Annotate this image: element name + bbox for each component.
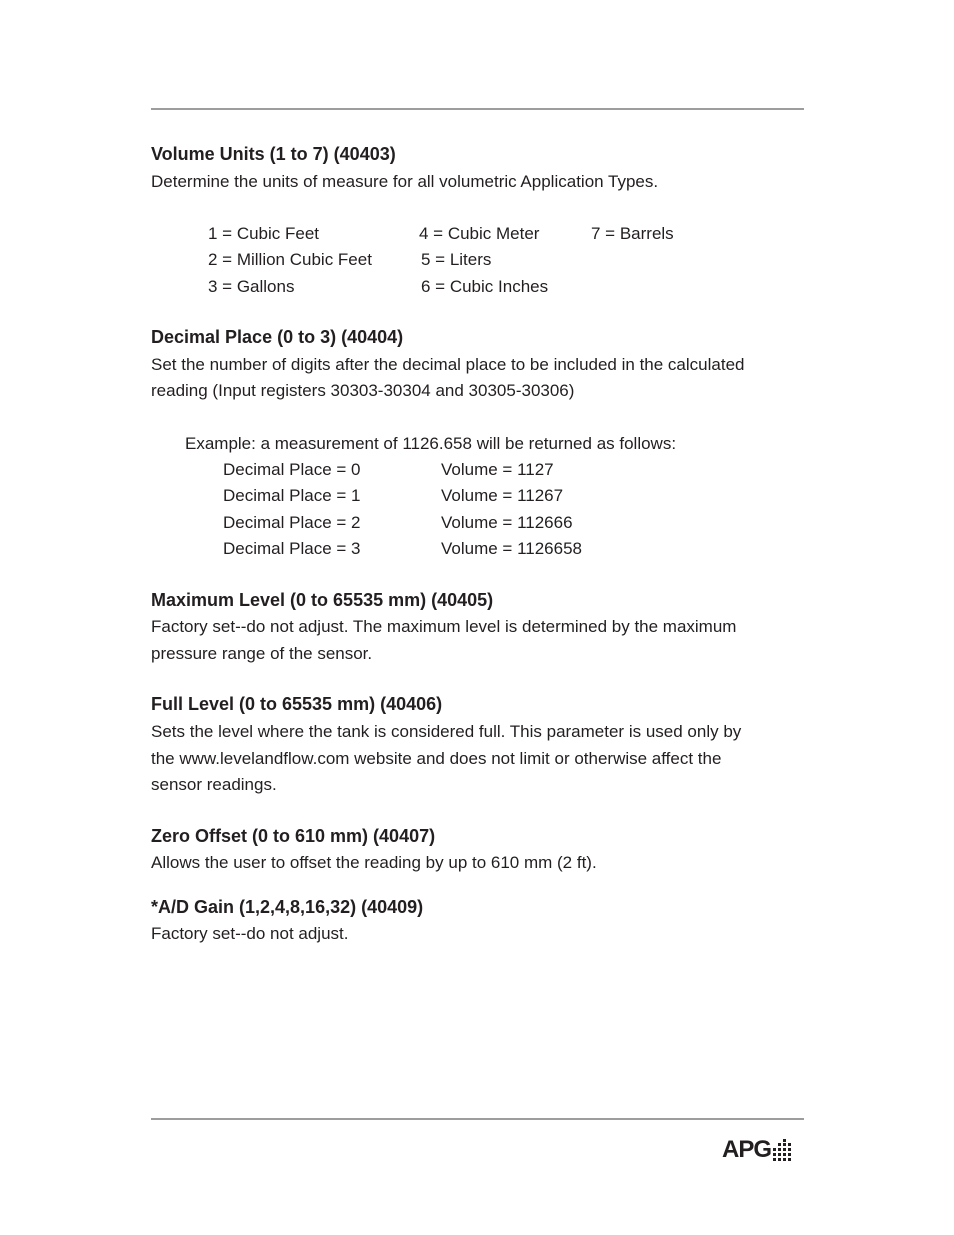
volume-units-heading: Volume Units (1 to 7) (40403)	[151, 144, 396, 164]
logo-mark-icon	[772, 1139, 794, 1161]
example-decimal: Decimal Place = 3	[223, 539, 361, 558]
full-level-description-line: sensor readings.	[151, 775, 277, 794]
example-decimal: Decimal Place = 2	[223, 513, 361, 532]
volume-units-description: Determine the units of measure for all volumetric Application Types.	[151, 172, 659, 191]
maximum-level-description-line: Factory set--do not adjust. The maximum level is determined by the maximum	[151, 617, 737, 636]
example-volume: Volume = 112666	[441, 513, 573, 532]
example-decimal: Decimal Place = 1	[223, 486, 361, 505]
unit-option: 1 = Cubic Feet	[208, 224, 320, 243]
zero-offset-description: Allows the user to offset the reading by up to 610 mm (2 ft).	[151, 853, 597, 872]
decimal-place-description-line: reading (Input registers 30303-30304 and 30305-30306)	[151, 381, 575, 400]
footer-rule	[151, 1118, 804, 1120]
example-decimal: Decimal Place = 0	[223, 460, 361, 479]
full-level-description-line: Sets the level where the tank is considered full. This parameter is used only by	[151, 722, 742, 741]
full-level-description-line: the www.levelandflow.com website and does not limit or otherwise affect the	[151, 749, 722, 768]
unit-option: 6 = Cubic Inches	[421, 277, 549, 296]
example-volume: Volume = 1127	[441, 460, 554, 479]
header-rule	[151, 108, 804, 110]
unit-option: 3 = Gallons	[208, 277, 295, 296]
example-volume: Volume = 1126658	[441, 539, 582, 558]
example-volume: Volume = 11267	[441, 486, 564, 505]
ad-gain-heading: *A/D Gain (1,2,4,8,16,32) (40409)	[151, 897, 424, 917]
unit-option: 4 = Cubic Meter	[419, 224, 540, 243]
decimal-place-description-line: Set the number of digits after the decimal place to be included in the calculated	[151, 355, 745, 374]
zero-offset-heading: Zero Offset (0 to 610 mm) (40407)	[151, 826, 436, 846]
decimal-place-heading: Decimal Place (0 to 3) (40404)	[151, 327, 404, 347]
unit-option: 5 = Liters	[421, 250, 492, 269]
full-level-heading: Full Level (0 to 65535 mm) (40406)	[151, 694, 443, 714]
example-intro: Example: a measurement of 1126.658 will be returned as follows:	[185, 434, 677, 453]
unit-option: 2 = Million Cubic Feet	[208, 250, 372, 269]
unit-option: 7 = Barrels	[591, 224, 674, 243]
maximum-level-heading: Maximum Level (0 to 65535 mm) (40405)	[151, 590, 494, 610]
ad-gain-description: Factory set--do not adjust.	[151, 924, 349, 943]
apg-logo	[722, 1137, 794, 1163]
logo-text: APG	[722, 1136, 772, 1163]
maximum-level-description-line: pressure range of the sensor.	[151, 644, 373, 663]
